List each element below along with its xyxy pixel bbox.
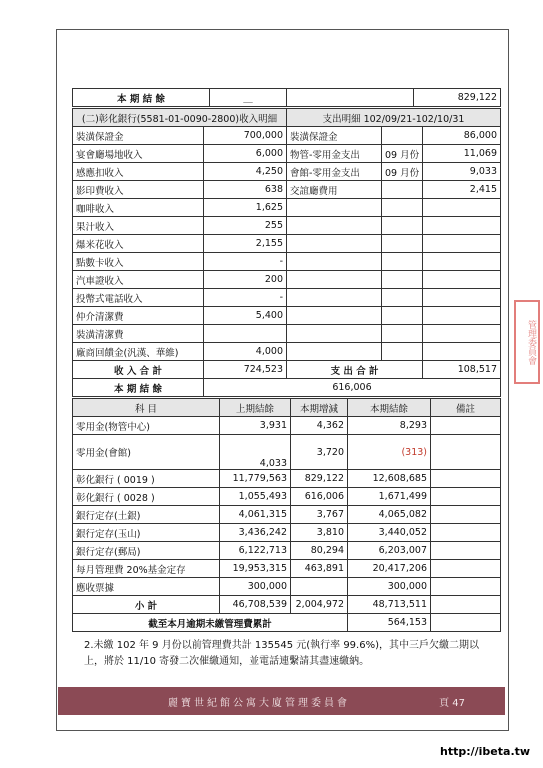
expense-month — [382, 199, 423, 217]
income-value: 200 — [204, 271, 287, 289]
ledger-row — [73, 271, 501, 289]
header-change: 本期增減 — [291, 399, 348, 417]
expense-value — [423, 271, 501, 289]
summary-row — [73, 542, 501, 560]
ledger-row — [73, 145, 501, 163]
income-value — [204, 325, 287, 343]
income-label: 裝潢保證金 — [73, 127, 204, 145]
top-balance-table — [72, 88, 501, 107]
summary-note — [431, 417, 501, 435]
summary-prev: 11,779,563 — [220, 470, 291, 488]
expense-value — [423, 235, 501, 253]
summary-curr: 4,065,082 — [348, 506, 431, 524]
summary-note — [431, 560, 501, 578]
summary-prev: 19,953,315 — [220, 560, 291, 578]
header-note: 備註 — [431, 399, 501, 417]
expense-month — [382, 289, 423, 307]
subtotal-change: 2,004,972 — [291, 596, 348, 614]
expense-label — [287, 235, 382, 253]
income-value: - — [204, 289, 287, 307]
expense-label: 會館-零用金支出 — [287, 163, 382, 181]
summary-prev: 4,033 — [220, 435, 291, 470]
top-balance-label: 本 期 結 餘 — [73, 89, 210, 107]
summary-row — [73, 506, 501, 524]
summary-curr: 6,203,007 — [348, 542, 431, 560]
expense-value: 86,000 — [423, 127, 501, 145]
income-value: 6,000 — [204, 145, 287, 163]
ledger-row — [73, 289, 501, 307]
arrears-note: 2.未繳 102 年 9 月份以前管理費共計 135545 元(執行率 99.6%)，其中三戶欠繳二期以上，將於 11/10 寄發二次催繳通知，並電話連繫請其盡速繳納。 — [84, 640, 479, 667]
income-label: 仲介清潔費 — [73, 307, 204, 325]
expense-month — [382, 235, 423, 253]
expense-label — [287, 271, 382, 289]
summary-prev: 3,436,242 — [220, 524, 291, 542]
subtotal-label: 小 計 — [73, 596, 220, 614]
header-subject: 科 目 — [73, 399, 220, 417]
summary-row — [73, 417, 501, 435]
committee-stamp: 管理委員會 — [514, 300, 540, 384]
summary-note — [431, 488, 501, 506]
summary-subject: 應收票據 — [73, 578, 220, 596]
arrears-value: 564,153 — [348, 614, 431, 632]
summary-note — [431, 542, 501, 560]
expense-month — [382, 217, 423, 235]
summary-subject: 每月管理費 20%基金定存 — [73, 560, 220, 578]
expense-value — [423, 217, 501, 235]
ledger-row — [73, 253, 501, 271]
income-value: 2,155 — [204, 235, 287, 253]
ledger-row — [73, 127, 501, 145]
expense-total-value: 108,517 — [423, 361, 501, 379]
summary-note — [431, 578, 501, 596]
header-prev: 上期結餘 — [220, 399, 291, 417]
top-balance-value: 829,122 — [414, 89, 501, 107]
income-label: 影印費收入 — [73, 181, 204, 199]
income-value: 5,400 — [204, 307, 287, 325]
income-value: 4,000 — [204, 343, 287, 361]
expense-month — [382, 181, 423, 199]
ledger-row — [73, 181, 501, 199]
ledger-row — [73, 163, 501, 181]
income-header: (二)彰化銀行(5581-01-0090-2800)收入明細 — [73, 109, 287, 127]
expense-value — [423, 307, 501, 325]
income-label: 廠商回饋金(汎漢、華維) — [73, 343, 204, 361]
expense-value — [423, 343, 501, 361]
arrears-note-cell — [431, 614, 501, 632]
summary-subject: 銀行定存(玉山) — [73, 524, 220, 542]
summary-prev: 300,000 — [220, 578, 291, 596]
income-total-label: 收 入 合 計 — [73, 361, 204, 379]
expense-label: 物管-零用金支出 — [287, 145, 382, 163]
ledger-row — [73, 199, 501, 217]
summary-prev: 1,055,493 — [220, 488, 291, 506]
income-label: 投幣式電話收入 — [73, 289, 204, 307]
expense-month — [382, 325, 423, 343]
balance-value: 616,006 — [204, 379, 501, 397]
summary-subject: 零用金(物管中心) — [73, 417, 220, 435]
expense-value — [423, 199, 501, 217]
income-label: 點數卡收入 — [73, 253, 204, 271]
summary-row — [73, 488, 501, 506]
income-value: 638 — [204, 181, 287, 199]
ledger-row — [73, 325, 501, 343]
expense-month — [382, 127, 423, 145]
ledger-row — [73, 343, 501, 361]
expense-value: 2,415 — [423, 181, 501, 199]
income-value: 1,625 — [204, 199, 287, 217]
footer-page: 頁 47 — [439, 697, 465, 709]
ledger-table — [72, 108, 501, 397]
summary-change: 4,362 — [291, 417, 348, 435]
footer-title: 麗寶世紀館公寓大廈管理委員會 — [168, 697, 350, 709]
income-value: 4,250 — [204, 163, 287, 181]
expense-value: 9,033 — [423, 163, 501, 181]
summary-prev: 4,061,315 — [220, 506, 291, 524]
arrears-row — [73, 614, 501, 632]
summary-subject: 銀行定存(土銀) — [73, 506, 220, 524]
expense-label — [287, 307, 382, 325]
summary-curr: 3,440,052 — [348, 524, 431, 542]
expense-value — [423, 325, 501, 343]
expense-month — [382, 271, 423, 289]
summary-note — [431, 435, 501, 470]
income-label: 感應扣收入 — [73, 163, 204, 181]
expense-month: 09 月份 — [382, 145, 423, 163]
income-label: 汽車證收入 — [73, 271, 204, 289]
summary-row — [73, 578, 501, 596]
subtotal-note — [431, 596, 501, 614]
summary-change: 3,720 — [291, 435, 348, 470]
expense-label — [287, 343, 382, 361]
income-label: 果汁收入 — [73, 217, 204, 235]
footer-bar — [58, 687, 505, 715]
expense-label — [287, 217, 382, 235]
summary-note — [431, 470, 501, 488]
summary-subject: 零用金(會館) — [73, 435, 220, 470]
summary-change: 3,767 — [291, 506, 348, 524]
expense-month — [382, 343, 423, 361]
arrears-label: 截至本月逾期未繳管理費累計 — [73, 614, 348, 632]
subtotal-curr: 48,713,511 — [348, 596, 431, 614]
expense-label: 裝潢保證金 — [287, 127, 382, 145]
expense-total-label: 支 出 合 計 — [287, 361, 423, 379]
income-label: 爆米花收入 — [73, 235, 204, 253]
expense-value — [423, 253, 501, 271]
summary-row — [73, 435, 501, 470]
income-value: - — [204, 253, 287, 271]
income-label: 宴會廳場地收入 — [73, 145, 204, 163]
expense-value: 11,069 — [423, 145, 501, 163]
subtotal-row — [73, 596, 501, 614]
expense-month: 09 月份 — [382, 163, 423, 181]
summary-curr: 1,671,499 — [348, 488, 431, 506]
summary-curr: 12,608,685 — [348, 470, 431, 488]
summary-curr: 300,000 — [348, 578, 431, 596]
subtotal-prev: 46,708,539 — [220, 596, 291, 614]
summary-table — [72, 398, 501, 632]
summary-note — [431, 506, 501, 524]
header-curr: 本期結餘 — [348, 399, 431, 417]
expense-label — [287, 325, 382, 343]
expense-value — [423, 289, 501, 307]
summary-prev: 6,122,713 — [220, 542, 291, 560]
summary-change: 829,122 — [291, 470, 348, 488]
summary-note — [431, 524, 501, 542]
income-label: 裝潢清潔費 — [73, 325, 204, 343]
ledger-row — [73, 307, 501, 325]
summary-row — [73, 524, 501, 542]
expense-header: 支出明細 102/09/21-102/10/31 — [287, 109, 501, 127]
ledger-row — [73, 217, 501, 235]
income-label: 咖啡收入 — [73, 199, 204, 217]
expense-label — [287, 253, 382, 271]
balance-label: 本 期 結 餘 — [73, 379, 204, 397]
summary-row — [73, 470, 501, 488]
summary-row — [73, 560, 501, 578]
summary-change: 616,006 — [291, 488, 348, 506]
expense-label — [287, 199, 382, 217]
income-value: 255 — [204, 217, 287, 235]
balance-row — [73, 379, 501, 397]
summary-subject: 銀行定存(郵局) — [73, 542, 220, 560]
summary-change: 80,294 — [291, 542, 348, 560]
watermark: http://ibeta.tw — [440, 745, 531, 758]
summary-curr: 8,293 — [348, 417, 431, 435]
totals-row — [73, 361, 501, 379]
expense-label — [287, 289, 382, 307]
summary-curr: 20,417,206 — [348, 560, 431, 578]
summary-curr: (313) — [348, 435, 431, 470]
top-balance-mark: ＿ — [210, 89, 287, 107]
summary-change: 3,810 — [291, 524, 348, 542]
expense-month — [382, 253, 423, 271]
summary-change: 463,891 — [291, 560, 348, 578]
summary-change — [291, 578, 348, 596]
income-value: 700,000 — [204, 127, 287, 145]
summary-prev: 3,931 — [220, 417, 291, 435]
ledger-row — [73, 235, 501, 253]
summary-subject: 彰化銀行 ( 0028 ) — [73, 488, 220, 506]
expense-month — [382, 307, 423, 325]
summary-subject: 彰化銀行 ( 0019 ) — [73, 470, 220, 488]
income-total-value: 724,523 — [204, 361, 287, 379]
expense-label: 交誼廳費用 — [287, 181, 382, 199]
